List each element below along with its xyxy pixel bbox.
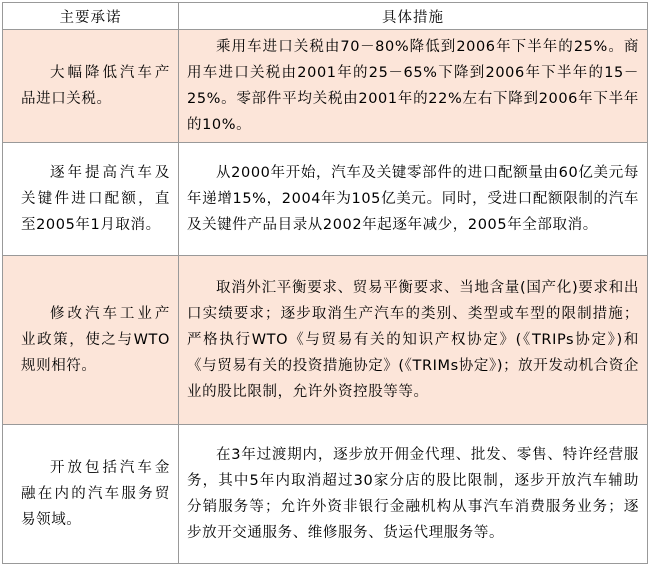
measures-cell	[179, 30, 648, 143]
commitments-table-container	[2, 2, 647, 564]
measures-text: 在3年过渡期内，逐步放开佣金代理、批发、零售、特许经营服务，其中5年内取消超过30家分店的股比限制，逐步开放汽车辅助分销服务等；允许外资非银行金融机构从事汽车消费服务业务；逐步放开交通服务、维修服务、货运代理服务等。	[187, 447, 639, 541]
table-row	[3, 30, 648, 143]
commitment-cell	[3, 425, 179, 564]
commitment-text: 大幅降低汽车产品进口关税。	[21, 65, 170, 107]
measures-text: 从2000年开始，汽车及关键零部件的进口配额量由60亿美元每年递增15%，2004年为105亿美元。同时，受进口配额限制的汽车及关键件产品目录从2002年起逐年减少，2005年全部取消。	[187, 165, 639, 233]
table-row	[3, 143, 648, 256]
commitment-text: 修改汽车工业产业政策，使之与WTO规则相符。	[21, 306, 170, 374]
measures-cell	[179, 143, 648, 256]
header-commitment: 主要承诺	[3, 3, 179, 30]
header-measures: 具体措施	[179, 3, 648, 30]
table-header-row	[3, 3, 648, 30]
commitment-text: 逐年提高汽车及关键件进口配额，直至2005年1月取消。	[21, 165, 170, 233]
commitment-cell	[3, 30, 179, 143]
table-row	[3, 256, 648, 425]
commitment-cell	[3, 256, 179, 425]
measures-text: 乘用车进口关税由70－80%降低到2006年下半年的25%。商用车进口关税由2001年的25－65%下降到2006年下半年的15－25%。零部件平均关税由2001年的22%左右下降到2006年下半年的10%。	[187, 39, 639, 133]
commitment-cell	[3, 143, 179, 256]
measures-cell	[179, 256, 648, 425]
commitments-table	[2, 2, 648, 564]
commitment-text: 开放包括汽车金融在内的汽车服务贸易领域。	[21, 460, 170, 528]
measures-text: 取消外汇平衡要求、贸易平衡要求、当地含量(国产化)要求和出口实绩要求；逐步取消生产汽车的类别、类型或车型的限制措施；严格执行WTO《与贸易有关的知识产权协定》(《TRIPs协定》)和《与贸易有关的投资措施协定》(《TRIMs协定》)；放开发动机合资企业的股比限制，允许外资控股等等。	[187, 280, 639, 400]
measures-cell	[179, 425, 648, 564]
table-row	[3, 425, 648, 564]
